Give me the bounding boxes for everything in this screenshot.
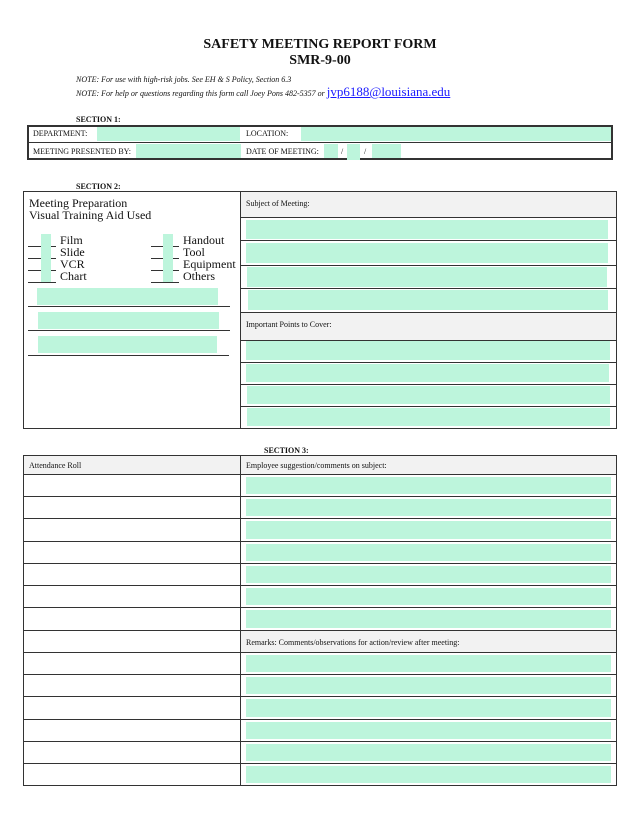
date-label: DATE OF MEETING: [246, 147, 319, 156]
location-label: LOCATION: [246, 129, 289, 138]
attendance-roll-label: Attendance Roll [29, 461, 82, 470]
slide-checkbox[interactable] [41, 246, 51, 258]
others-checkbox[interactable] [163, 270, 173, 282]
note-policy: NOTE: For use with high-risk jobs. See EH & S Policy, Section 6.3 [76, 75, 292, 84]
subject-field-2[interactable] [246, 243, 608, 263]
attendance-row[interactable] [24, 720, 240, 741]
attendance-row[interactable] [24, 608, 240, 630]
suggestion-field[interactable] [246, 477, 611, 494]
attendance-row[interactable] [24, 742, 240, 763]
remarks-field[interactable] [246, 766, 611, 783]
film-checkbox[interactable] [41, 234, 51, 246]
remarks-field[interactable] [246, 655, 611, 672]
equipment-label: Equipment [183, 257, 236, 271]
meeting-preparation-heading: Meeting Preparation [29, 196, 128, 210]
suggestion-field[interactable] [246, 521, 611, 539]
presented-by-field[interactable] [136, 144, 241, 158]
attendance-row[interactable] [24, 475, 240, 496]
suggestion-field[interactable] [246, 566, 611, 583]
attendance-row[interactable] [24, 586, 240, 607]
other-aid-field-1[interactable] [37, 288, 218, 305]
date-slash: / [341, 147, 344, 156]
section-1-label: SECTION 1: [76, 115, 121, 124]
section-2-label: SECTION 2: [76, 182, 121, 191]
remarks-header [241, 631, 616, 652]
points-field-2[interactable] [246, 364, 609, 382]
points-field-4[interactable] [247, 408, 610, 426]
tool-checkbox[interactable] [163, 246, 173, 258]
attendance-row[interactable] [24, 653, 240, 674]
remarks-field[interactable] [246, 744, 611, 761]
department-field[interactable] [97, 127, 240, 141]
department-label: DEPARTMENT: [33, 129, 88, 138]
remarks-field[interactable] [246, 699, 611, 717]
subject-header [241, 192, 616, 217]
handout-label: Handout [183, 233, 225, 247]
suggestions-label: Employee suggestion/comments on subject: [246, 461, 387, 470]
attendance-row[interactable] [24, 675, 240, 696]
subject-field-4[interactable] [248, 290, 608, 310]
points-field-1[interactable] [246, 341, 610, 360]
underline [28, 355, 229, 356]
divider [240, 456, 241, 785]
slide-label: Slide [60, 245, 85, 259]
section-3-label: SECTION 3: [264, 446, 309, 455]
attendance-row[interactable] [24, 697, 240, 719]
attendance-row[interactable] [24, 497, 240, 518]
points-label: Important Points to Cover: [246, 320, 332, 329]
subject-field-3[interactable] [247, 267, 607, 287]
date-month-field[interactable] [324, 144, 338, 158]
handout-checkbox[interactable] [163, 234, 173, 246]
email-link[interactable]: jvp6188@louisiana.edu [326, 84, 451, 99]
attendance-row[interactable] [24, 764, 240, 785]
attendance-row[interactable] [24, 564, 240, 585]
other-aid-field-3[interactable] [38, 336, 217, 353]
underline [28, 330, 230, 331]
divider [240, 192, 241, 428]
date-year-field[interactable] [372, 144, 401, 158]
suggestion-field[interactable] [246, 544, 611, 561]
subject-label: Subject of Meeting: [246, 199, 310, 208]
attendance-row[interactable] [24, 542, 240, 563]
suggestion-field[interactable] [246, 610, 611, 628]
remarks-label: Remarks: Comments/observations for action/review after meeting: [246, 638, 460, 647]
tool-label: Tool [183, 245, 205, 259]
vcr-checkbox[interactable] [41, 258, 51, 270]
chart-label: Chart [60, 269, 87, 283]
underline [28, 306, 230, 307]
presented-by-label: MEETING PRESENTED BY: [33, 147, 131, 156]
form-code: SMR-9-00 [289, 53, 351, 68]
suggestion-field[interactable] [246, 499, 611, 516]
attendance-row[interactable] [24, 519, 240, 541]
date-slash: / [364, 147, 367, 156]
equipment-checkbox[interactable] [163, 258, 173, 270]
note-help-text: NOTE: For help or questions regarding this form call Joey Pons 482-5357 or [76, 89, 325, 98]
other-aid-field-2[interactable] [38, 312, 219, 329]
visual-aid-heading: Visual Training Aid Used [29, 208, 152, 222]
suggestion-field[interactable] [246, 588, 611, 605]
vcr-label: VCR [60, 257, 85, 271]
location-field[interactable] [301, 127, 611, 141]
points-field-3[interactable] [247, 386, 610, 404]
note-help [76, 84, 450, 100]
remarks-field[interactable] [246, 677, 611, 694]
points-header [241, 312, 616, 340]
subject-field-1[interactable] [246, 220, 608, 239]
film-label: Film [60, 233, 83, 247]
remarks-field[interactable] [246, 722, 611, 739]
attendance-row[interactable] [24, 631, 240, 652]
date-day-field[interactable] [347, 144, 360, 160]
chart-checkbox[interactable] [41, 270, 51, 282]
others-label: Others [183, 269, 215, 283]
form-title: SAFETY MEETING REPORT FORM [203, 37, 437, 52]
divider [28, 142, 612, 143]
